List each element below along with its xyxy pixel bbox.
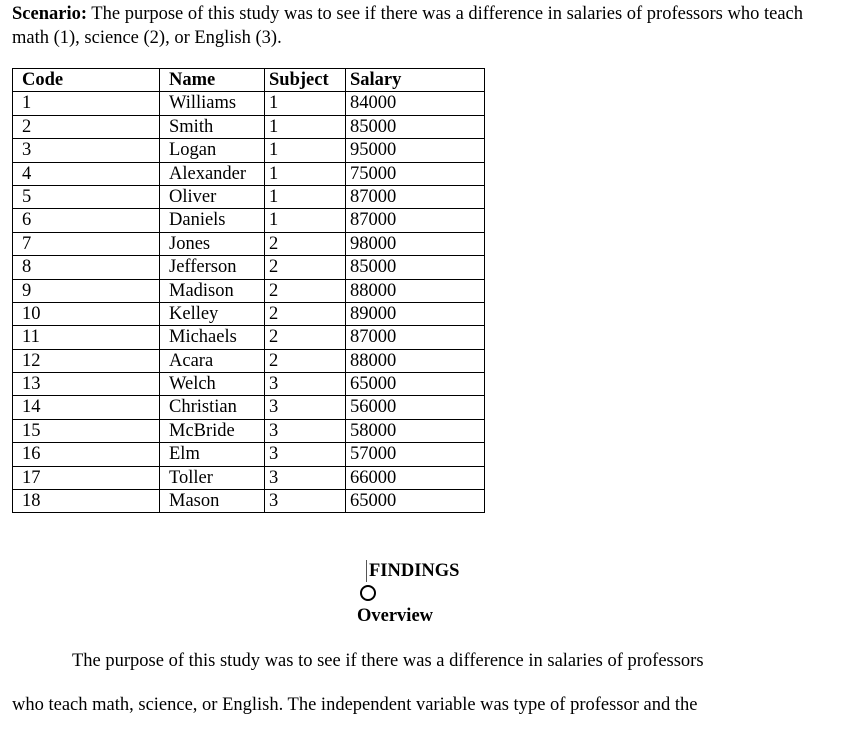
cell-code: 14: [13, 396, 160, 419]
cell-code: 2: [13, 115, 160, 138]
cell-salary: 85000: [346, 256, 485, 279]
cell-name: Michaels: [160, 326, 265, 349]
findings-heading: FINDINGS: [366, 560, 459, 582]
cell-subject: 2: [265, 256, 346, 279]
table-row: [13, 256, 485, 279]
cell-name: Smith: [160, 115, 265, 138]
table-row: [13, 490, 485, 513]
cell-subject: 1: [265, 162, 346, 185]
cell-name: Kelley: [160, 302, 265, 325]
cell-name: Alexander: [160, 162, 265, 185]
cell-subject: 1: [265, 92, 346, 115]
cell-code: 7: [13, 232, 160, 255]
cell-subject: 3: [265, 466, 346, 489]
cell-name: Jefferson: [160, 256, 265, 279]
cell-salary: 87000: [346, 209, 485, 232]
cell-subject: 3: [265, 490, 346, 513]
scenario-label: Scenario:: [12, 4, 88, 24]
cell-salary: 75000: [346, 162, 485, 185]
cell-name: Jones: [160, 232, 265, 255]
cell-name: Logan: [160, 139, 265, 162]
salary-table: [12, 68, 485, 513]
cell-subject: 3: [265, 373, 346, 396]
cell-name: Elm: [160, 443, 265, 466]
cell-code: 9: [13, 279, 160, 302]
cell-name: McBride: [160, 419, 265, 442]
table-row: [13, 232, 485, 255]
cell-subject: 3: [265, 419, 346, 442]
cell-code: 3: [13, 139, 160, 162]
table-row: [13, 466, 485, 489]
cell-name: Daniels: [160, 209, 265, 232]
cell-name: Oliver: [160, 185, 265, 208]
cell-subject: 2: [265, 232, 346, 255]
cell-code: 17: [13, 466, 160, 489]
cell-salary: 85000: [346, 115, 485, 138]
table-row: [13, 162, 485, 185]
scenario-paragraph: [12, 2, 832, 50]
cell-salary: 65000: [346, 373, 485, 396]
table-row: [13, 115, 485, 138]
cell-subject: 1: [265, 209, 346, 232]
header-subject: Subject: [265, 69, 346, 92]
cell-code: 5: [13, 185, 160, 208]
cell-salary: 57000: [346, 443, 485, 466]
cell-code: 11: [13, 326, 160, 349]
cell-name: Toller: [160, 466, 265, 489]
cell-subject: 3: [265, 443, 346, 466]
cell-code: 16: [13, 443, 160, 466]
cell-subject: 1: [265, 185, 346, 208]
cell-code: 1: [13, 92, 160, 115]
table-header-row: [13, 69, 485, 92]
header-name: Name: [160, 69, 265, 92]
table-row: [13, 185, 485, 208]
cell-code: 13: [13, 373, 160, 396]
cell-subject: 2: [265, 302, 346, 325]
overview-heading: Overview: [357, 606, 434, 626]
cell-code: 18: [13, 490, 160, 513]
cell-name: Acara: [160, 349, 265, 372]
cell-subject: 1: [265, 139, 346, 162]
circle-marker-icon: [360, 585, 376, 601]
cell-subject: 1: [265, 115, 346, 138]
cell-subject: 2: [265, 326, 346, 349]
header-salary: Salary: [346, 69, 485, 92]
table-row: [13, 373, 485, 396]
cell-salary: 87000: [346, 185, 485, 208]
cell-name: Welch: [160, 373, 265, 396]
table-row: [13, 209, 485, 232]
table-row: [13, 443, 485, 466]
cell-salary: 84000: [346, 92, 485, 115]
cell-name: Madison: [160, 279, 265, 302]
cell-salary: 95000: [346, 139, 485, 162]
cell-code: 4: [13, 162, 160, 185]
scenario-text: The purpose of this study was to see if there was a difference in salaries of professors who teach math (1), science (2), or English (3).: [12, 4, 803, 48]
cell-name: Williams: [160, 92, 265, 115]
table-row: [13, 92, 485, 115]
cell-salary: 88000: [346, 349, 485, 372]
table-row: [13, 419, 485, 442]
table-row: [13, 349, 485, 372]
table-row: [13, 302, 485, 325]
body-paragraph-line-1: The purpose of this study was to see if there was a difference in salaries of professors: [72, 651, 704, 671]
body-paragraph-line-2: who teach math, science, or English. The independent variable was type of professor and the: [12, 695, 698, 715]
header-code: Code: [13, 69, 160, 92]
table-row: [13, 279, 485, 302]
table-row: [13, 139, 485, 162]
table-row: [13, 396, 485, 419]
cell-salary: 89000: [346, 302, 485, 325]
cell-code: 8: [13, 256, 160, 279]
cell-salary: 58000: [346, 419, 485, 442]
cell-name: Christian: [160, 396, 265, 419]
cell-code: 10: [13, 302, 160, 325]
cell-code: 6: [13, 209, 160, 232]
cell-subject: 3: [265, 396, 346, 419]
cell-subject: 2: [265, 279, 346, 302]
cell-salary: 56000: [346, 396, 485, 419]
cell-code: 15: [13, 419, 160, 442]
cell-name: Mason: [160, 490, 265, 513]
cell-salary: 87000: [346, 326, 485, 349]
table-row: [13, 326, 485, 349]
cell-code: 12: [13, 349, 160, 372]
cell-salary: 65000: [346, 490, 485, 513]
cell-subject: 2: [265, 349, 346, 372]
cell-salary: 66000: [346, 466, 485, 489]
cell-salary: 98000: [346, 232, 485, 255]
cell-salary: 88000: [346, 279, 485, 302]
